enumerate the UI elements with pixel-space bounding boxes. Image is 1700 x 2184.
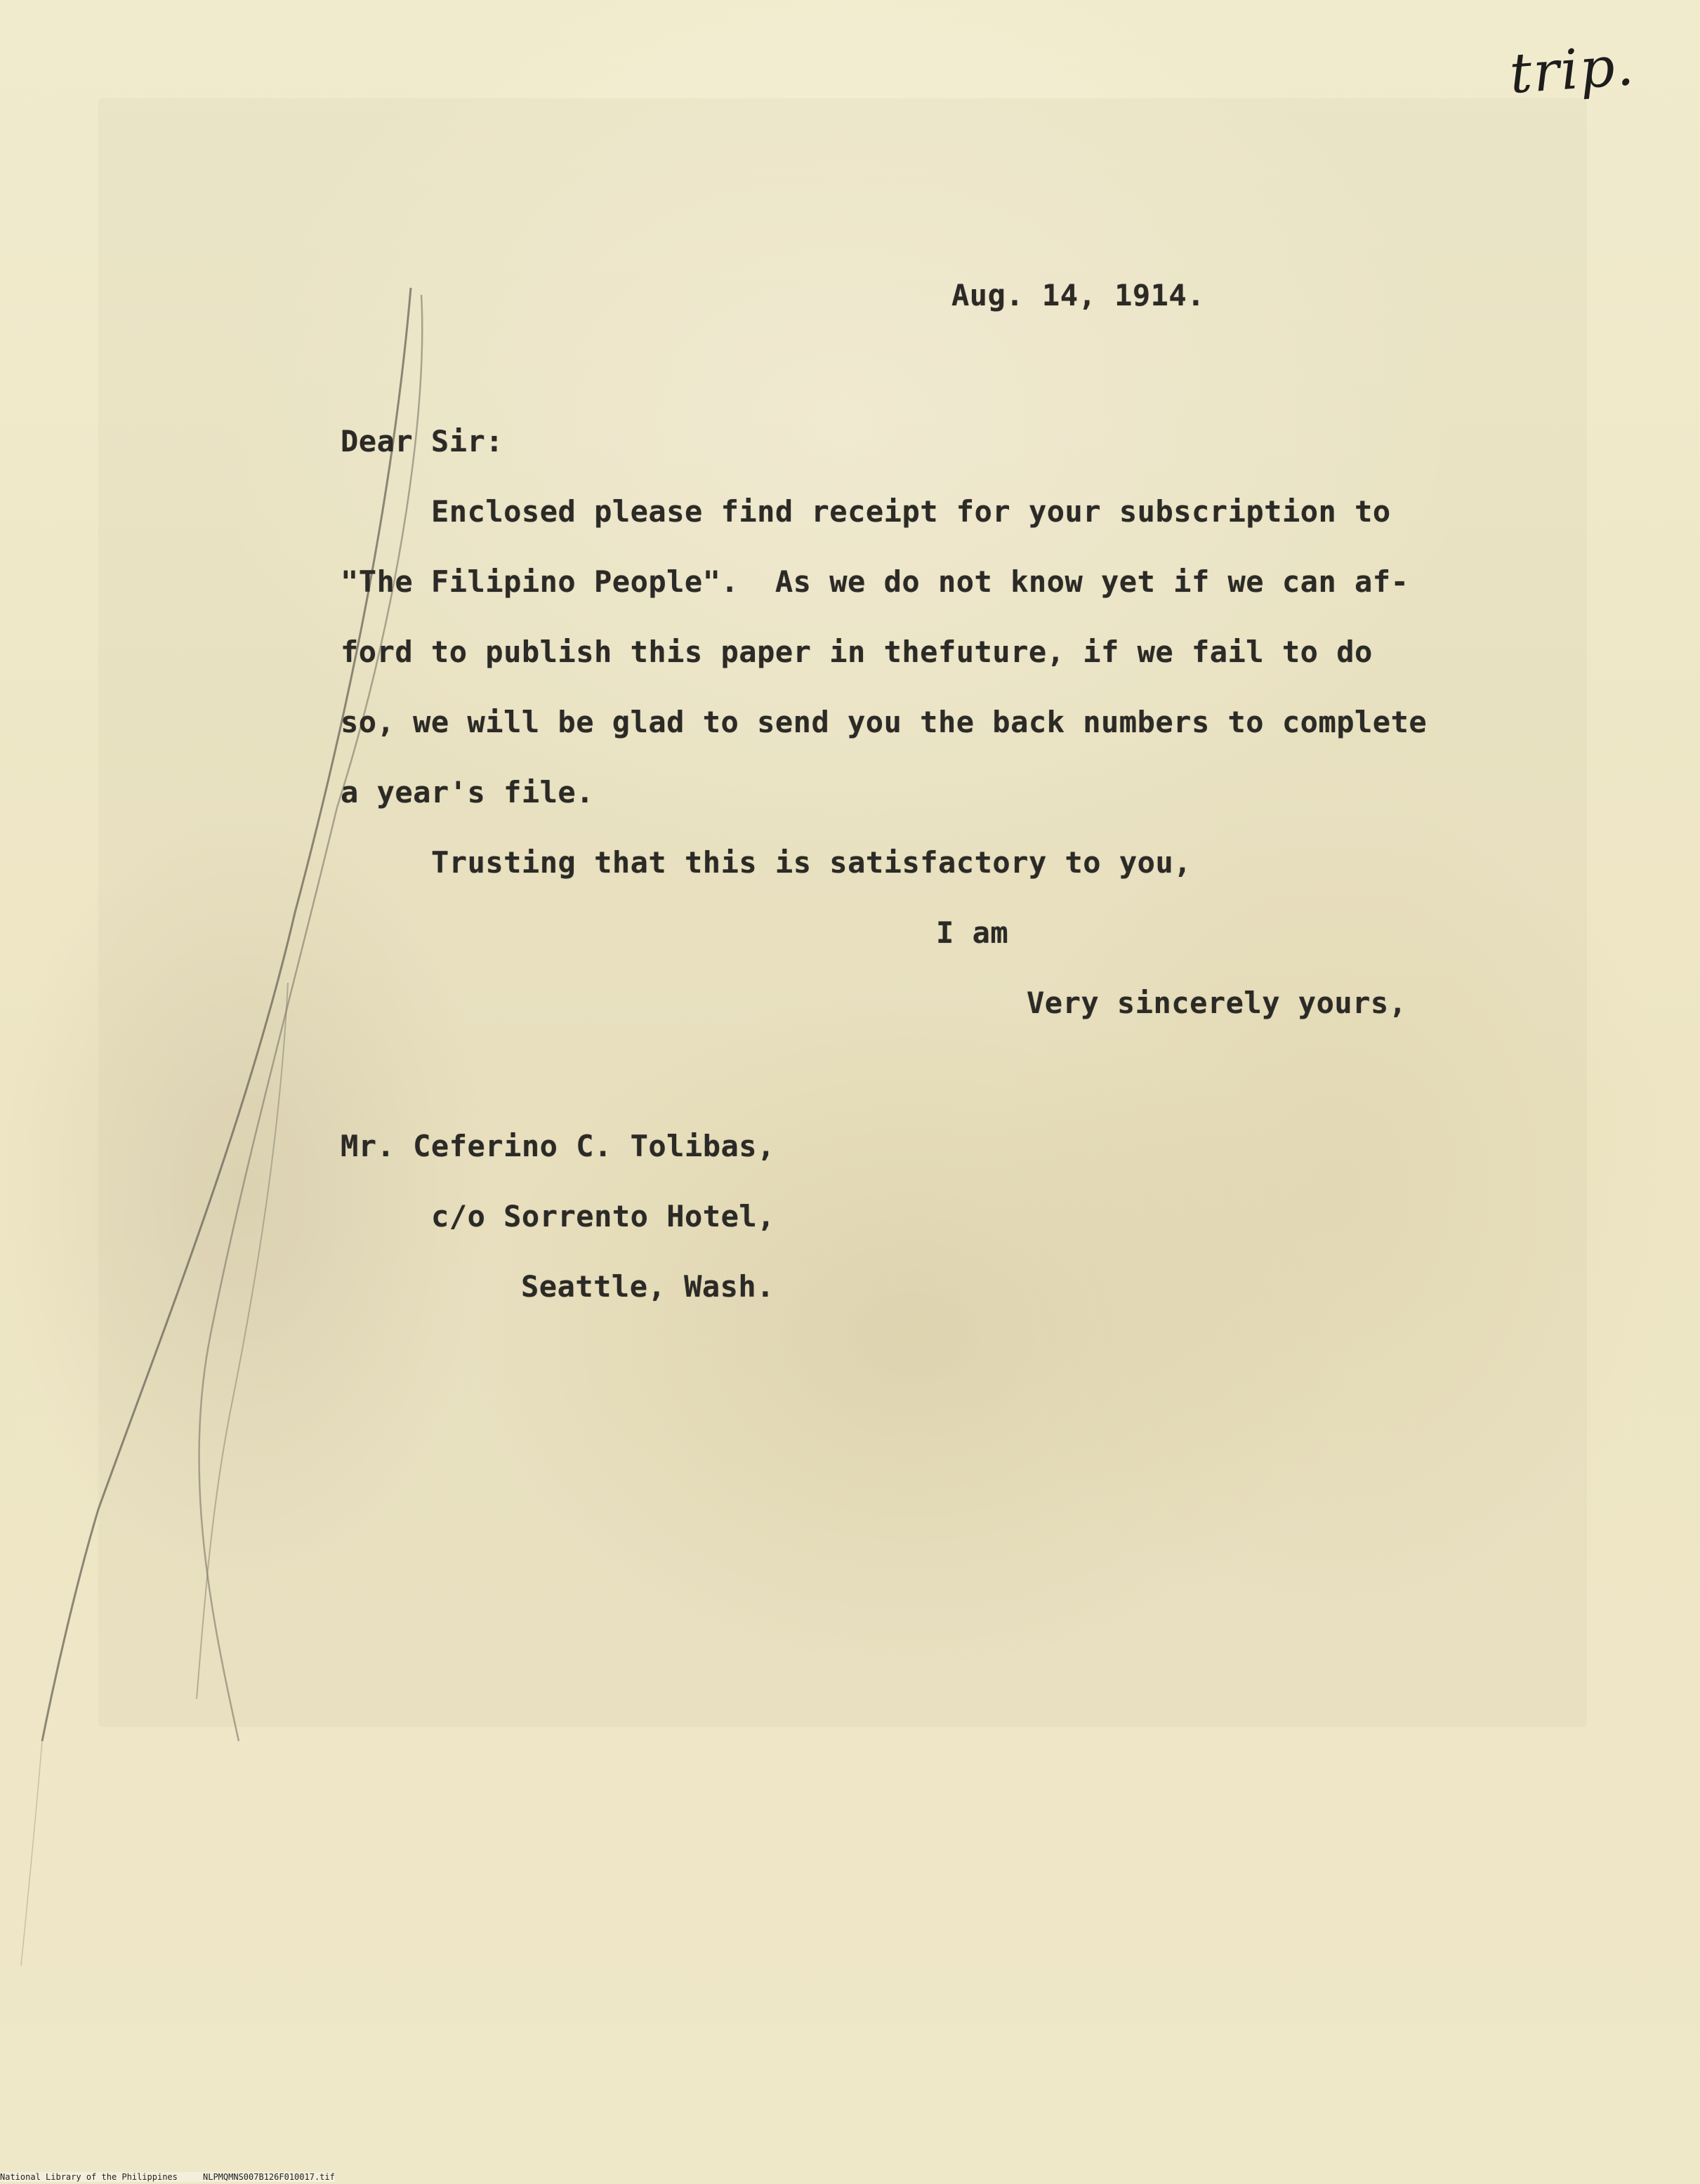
salutation: Dear Sir: [341,424,504,458]
body-line: so, we will be glad to send you the back numbers to complete [341,705,1428,739]
letter-date: Aug. 14, 1914. [951,278,1206,312]
address-line: Mr. Ceferino C. Tolibas, [341,1129,775,1163]
body-line: a year's file. [341,775,595,809]
address-line: c/o Sorrento Hotel, [431,1199,775,1233]
body-line: Enclosed please find receipt for your subscription to [431,494,1391,529]
body-line: "The Filipino People". As we do not know yet if we can af- [341,564,1409,599]
footer-library: National Library of the Philippines [0,2172,178,2182]
closing-i-am: I am [936,915,1009,950]
closing-sincerely: Very sincerely yours, [1027,986,1407,1020]
address-line: Seattle, Wash. [521,1269,775,1304]
body-line: Trusting that this is satisfactory to you, [431,845,1192,880]
handwritten-note: trip. [1508,34,1638,107]
footer-filename: NLPMQMNS007B126F010017.tif [203,2172,335,2182]
body-line: ford to publish this paper in thefuture, if we fail to do [341,635,1373,669]
scan-footer [0,2172,335,2182]
